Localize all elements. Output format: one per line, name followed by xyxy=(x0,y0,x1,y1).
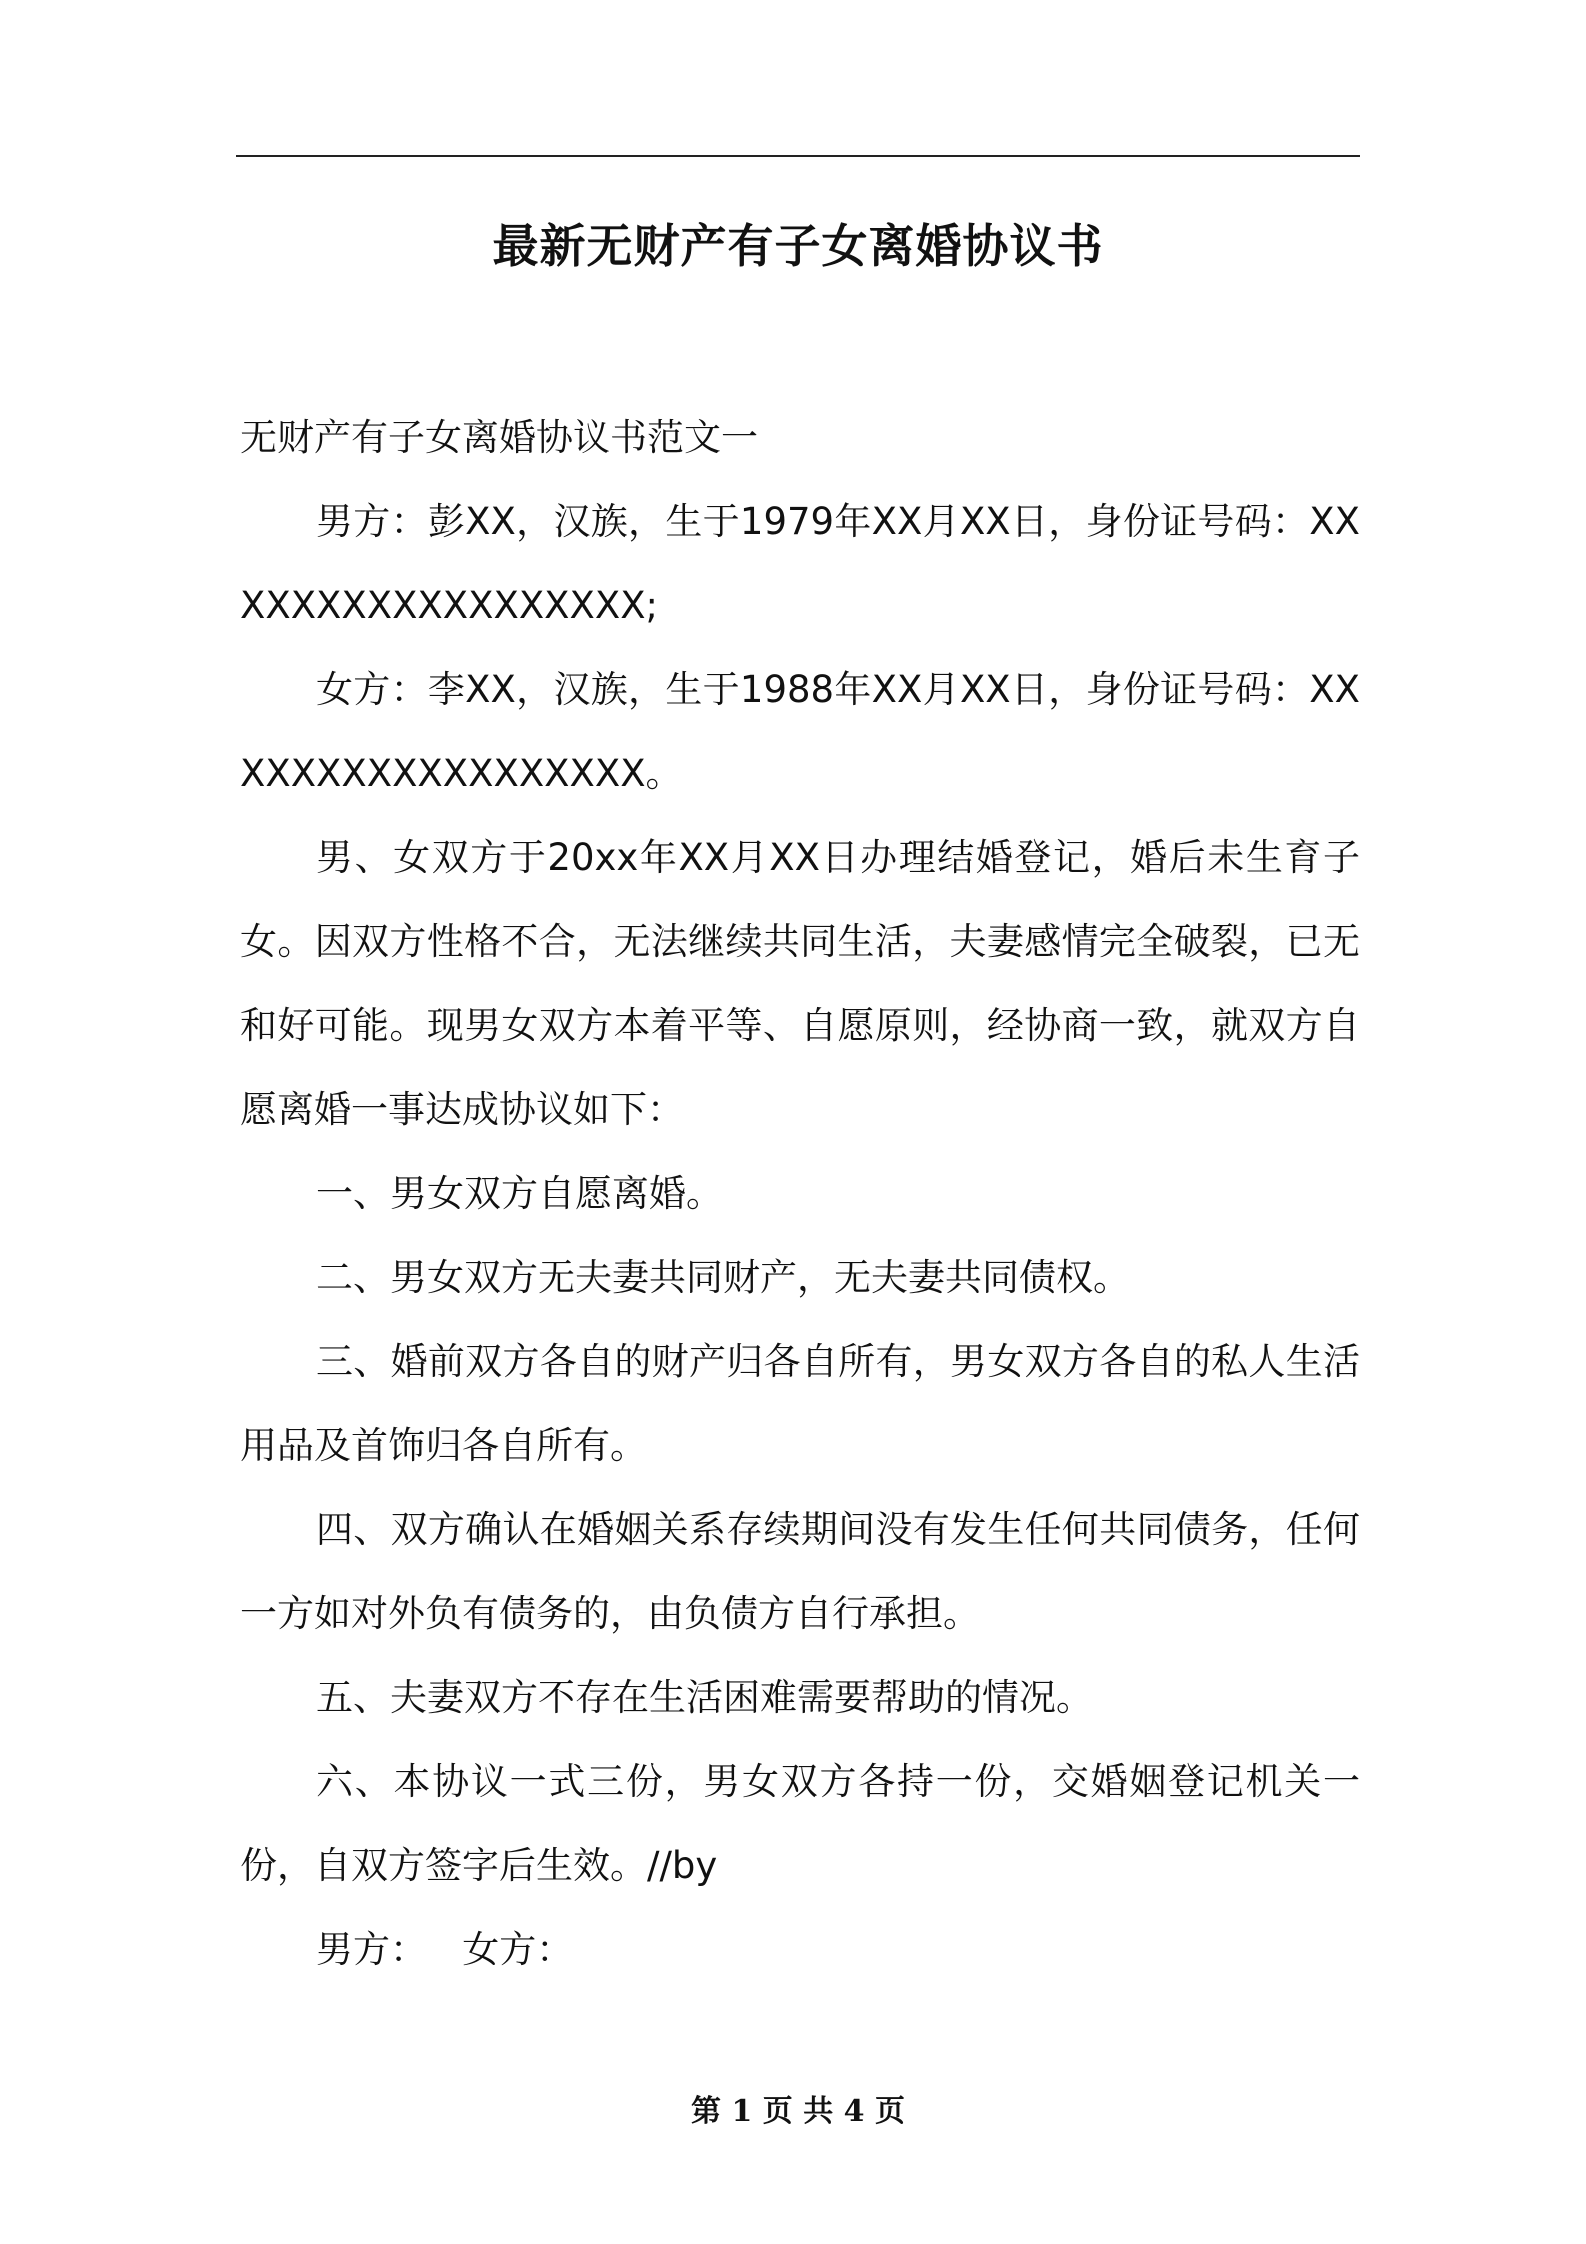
paragraph-female-party: 女方：李XX，汉族，生于1988年XX月XX日，身份证号码：XXXXXXXXXXXXXXXXXX。 xyxy=(240,668,1360,795)
page-number: 第 1 页 共 4 页 xyxy=(691,2094,905,2129)
document-title: 最新无财产有子女离婚协议书 xyxy=(492,219,1104,273)
paragraph-clause-5: 五、夫妻双方不存在生活困难需要帮助的情况。 xyxy=(316,1676,1093,1719)
paragraph-subtitle: 无财产有子女离婚协议书范文一 xyxy=(240,416,758,459)
paragraph-clause-4: 四、双方确认在婚姻关系存续期间没有发生任何共同债务，任何一方如对外负有债务的，由负债方自行承担。 xyxy=(240,1508,1360,1635)
document-body xyxy=(240,396,1360,1992)
paragraph-male-party: 男方：彭XX，汉族，生于1979年XX月XX日，身份证号码：XXXXXXXXXXXXXXXXXX; xyxy=(240,500,1360,627)
paragraph-clause-3: 三、婚前双方各自的财产归各自所有，男女双方各自的私人生活用品及首饰归各自所有。 xyxy=(240,1340,1360,1467)
paragraph-clause-2: 二、男女双方无夫妻共同财产，无夫妻共同债权。 xyxy=(316,1256,1130,1299)
paragraph-clause-1: 一、男女双方自愿离婚。 xyxy=(316,1172,723,1215)
paragraph-signatures: 男方： 女方： xyxy=(316,1928,574,1971)
header-divider xyxy=(236,155,1360,157)
paragraph-background: 男、女双方于20xx年XX月XX日办理结婚登记，婚后未生育子女。因双方性格不合，无法继续共同生活，夫妻感情完全破裂，已无和好可能。现男女双方本着平等、自愿原则，经协商一致，就双方自愿离婚一事达成协议如下： xyxy=(240,836,1360,1131)
paragraph-clause-6: 六、本协议一式三份，男女双方各持一份，交婚姻登记机关一份，自双方签字后生效。//by xyxy=(240,1760,1360,1887)
